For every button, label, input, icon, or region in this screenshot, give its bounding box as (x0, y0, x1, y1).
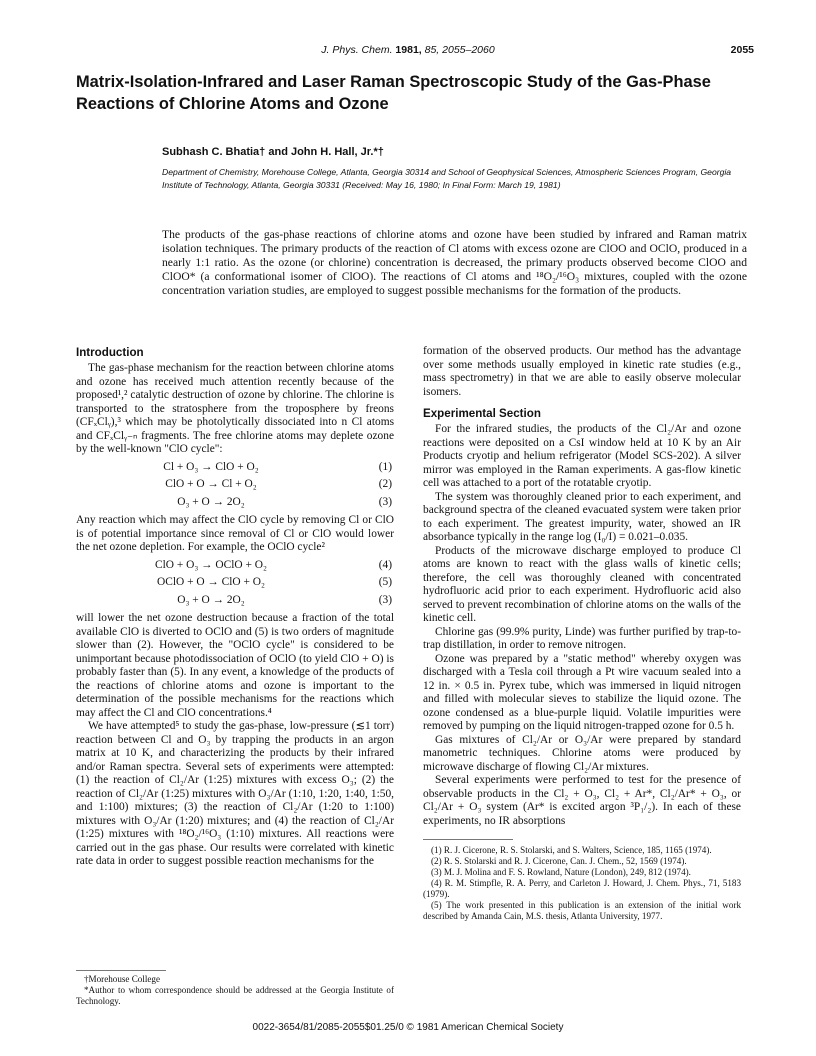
references-divider (423, 839, 513, 840)
equation-expression: OClO + O → ClO + O₂ (157, 576, 265, 588)
reference-item: (3) M. J. Molina and F. S. Rowland, Nature (London), 249, 812 (1974). (431, 867, 691, 877)
intro-paragraph-1: The gas-phase mechanism for the reaction between chlorine atoms and ozone has received much attention recently because of the proposed¹,² catalytic destruction of ozone by chlorine. The chlorine is transported to the stratosphere from the troposphere by freons (CFₓClᵧ),³ which may be photolytically dissociated into n Cl atoms and CFₓClᵧ₋ₙ fragments. The free chlorine atoms may deplete ozone by the well-known "ClO cycle": (76, 362, 394, 455)
reference-list (423, 845, 741, 922)
experimental-paragraph-7: Several experiments were performed to test for the presence of observable products in the Cl₂ + O₃, Cl₂ + Ar*, Cl₂/Ar* + O₃, or Cl₂/Ar + O₃ system (Ar* is excited argon ³P₁/₂). In each of these experiments, no IR absorptions (423, 774, 741, 827)
journal-year: 1981, (395, 44, 422, 56)
affiliation: Department of Chemistry, Morehouse College, Atlanta, Georgia 30314 and School of Geophysical Sciences, Atmospheric Sciences Program, Georgia Institute of Technology, Atlanta, Georgia 30331 (Received: May 16, 1980; In Final Form: March 19, 1981) (162, 167, 732, 190)
copyright-line: 0022-3654/81/2085-2055$01.25/0 © 1981 American Chemical Society (252, 1022, 564, 1033)
right-column (423, 345, 741, 922)
equation-expression: ClO + O₃ → OClO + O₂ (155, 558, 267, 571)
author-list: Subhash C. Bhatia† and John H. Hall, Jr.*† (162, 146, 384, 158)
equation-block-clo-cycle (76, 459, 394, 512)
equation-number: (2) (378, 478, 392, 490)
intro-paragraph-2: Any reaction which may affect the ClO cycle by removing Cl or ClO is of potential importance since removal of Cl or ClO would lower the net ozone depletion. For example, the OClO cycle² (76, 514, 394, 553)
page-number: 2055 (730, 44, 754, 56)
equation-block-oclo-cycle (76, 557, 394, 610)
equation-expression: ClO + O → Cl + O₂ (165, 478, 257, 490)
equation (76, 494, 394, 512)
intro-paragraph-3: will lower the net ozone destruction because a fraction of the total available ClO is diverted to OClO and (5) is two orders of magnitude slower than (2). However, the "OClO cycle" is considered to be unimportant because photodissociation of OClO (to yield ClO + O) is probably faster than (5). In any event, a knowledge of the products of the reactions of chlorine atoms and ozone is important to the determination of the possible mechanisms for the reactions which may affect the Cl and ClO concentrations.⁴ (76, 612, 394, 719)
author-footnotes (76, 970, 394, 1007)
abstract: The products of the gas-phase reactions of chlorine atoms and ozone have been studied by infrared and Raman matrix isolation techniques. The primary products of the reaction of Cl atoms with excess ozone are ClOO and OClO, produced in a nearly 1:1 ratio. As the ozone (or chlorine) concentration is decreased, the primary products observed become ClOO and ClOO* (a conformational isomer of ClOO). The reactions of Cl atoms and ¹⁸O₂/¹⁶O₃ mixtures, coupled with the ozone concentration variation studies, are employed to suggest possible mechanisms for the formation of the products. (162, 228, 747, 298)
section-heading-experimental: Experimental Section (423, 407, 541, 420)
article-title: Matrix-Isolation-Infrared and Laser Raman Spectroscopic Study of the Gas-Phase Reactions of Chlorine Atoms and Ozone (76, 73, 711, 113)
intro-paragraph-4: We have attempted⁵ to study the gas-phase, low-pressure (≲1 torr) reaction between Cl and O₃ by trapping the products in an argon matrix at 10 K, and characterizing the products by their infrared and/or Raman spectra. Several sets of experiments were attempted: (1) the reaction of Cl₂/Ar (1:25) mixtures with excess O₃; (2) the reaction of Cl₂/Ar (1:25) mixtures with O₃/Ar (1:10, 1:20, 1:40, 1:50, and 1:100) mixtures; (3) the reaction of Cl₂/Ar (1:20 to 1:100) mixtures with O₃/Ar (1:20) mixtures; and (4) the reaction of Cl₂/Ar (1:25) mixtures with ¹⁸O₂/¹⁶O₃ (1:10) mixtures. All reactions were carried out in the gas phase. Our results were correlated with kinetic rate data in order to suggest possible reaction mechanisms for the (76, 720, 394, 867)
equation (76, 476, 394, 494)
equation-number: (5) (378, 576, 392, 588)
intro-paragraph-continued: formation of the observed products. Our method has the advantage over some methods usually employed in kinetic rate studies (e.g., mass spectrometry) in that we are able to easily observe molecular isomers. (423, 345, 741, 398)
reference-item: (2) R. S. Stolarski and R. J. Cicerone, Can. J. Chem., 52, 1569 (1974). (431, 856, 687, 866)
experimental-paragraph-2: The system was thoroughly cleaned prior to each experiment, and background spectra of the cleaned evacuated system were taken prior to each experiment. The greatest impurity, water, showed an IR absorbance typically in the range log (I₀/I) = 0.021–0.035. (423, 490, 741, 543)
experimental-paragraph-1: For the infrared studies, the products of the Cl₂/Ar and ozone reactions were deposited on a CsI window held at 10 K by an Air Products cryotip and helium refrigerator (Model SCS-202). A silver mirror was employed in the Raman experiments. A gas-flow kinetic cell was attached to a port of the rotatable cryotip. (423, 423, 741, 489)
equation-expression: O₃ + O → 2O₂ (177, 593, 245, 606)
journal-volume-pages: 85, 2055–2060 (424, 44, 495, 56)
left-column (76, 345, 394, 869)
running-head (0, 44, 816, 60)
reference-item: (5) The work presented in this publication is an extension of the initial work described by Amanda Cain, M.S. thesis, Atlanta University, 1977. (423, 900, 741, 921)
equation-number: (4) (378, 558, 392, 571)
reference-item: (4) R. M. Stimpfle, R. A. Perry, and Carleton J. Howard, J. Chem. Phys., 71, 5183 (1979). (423, 878, 741, 899)
experimental-paragraph-6: Gas mixtures of Cl₂/Ar or O₃/Ar were prepared by standard manometric techniques. Chlorine atoms were produced by microwave discharge of flowing Cl₂/Ar mixtures. (423, 733, 741, 773)
experimental-paragraph-4: Chlorine gas (99.9% purity, Linde) was further purified by trap-to-trap distillation, in order to remove nitrogen. (423, 625, 741, 651)
equation-number: (3) (378, 593, 392, 606)
equation (76, 592, 394, 610)
journal-citation (0, 44, 816, 56)
experimental-paragraph-3: Products of the microwave discharge employed to produce Cl atoms are known to react with the glass walls of kinetic cells; therefore, the cell was thoroughly cleaned with concentrated hydrofluoric acid prior to each experiment. Hydrofluoric acid also served to prevent recombination of chlorine atoms on the walls of the kinetic cell. (423, 544, 741, 624)
equation-number: (1) (378, 460, 392, 473)
footnote: *Author to whom correspondence should be addressed at the Georgia Institute of Technology. (76, 985, 394, 1006)
equation-number: (3) (378, 495, 392, 508)
section-heading-introduction: Introduction (76, 346, 144, 359)
equation (76, 459, 394, 477)
equation (76, 557, 394, 575)
equation (76, 574, 394, 592)
footnote: †Morehouse College (84, 974, 161, 984)
equation-expression: Cl + O₃ → ClO + O₂ (163, 460, 259, 473)
experimental-paragraph-5: Ozone was prepared by a "static method" whereby oxygen was discharged with a Tesla coil through a Pt wire vacuum sealed into a 12 in. × 0.5 in. Pyrex tube, which was immersed in liquid nitrogen and filled with molecular sieves to stabilize the liquid ozone. The ozone condensed as a blue-purple liquid. Volatile impurities were removed by pumping on the liquid nitrogen-trapped ozone for 0.5 h. (423, 652, 741, 732)
reference-item: (1) R. J. Cicerone, R. S. Stolarski, and S. Walters, Science, 185, 1165 (1974). (431, 845, 712, 855)
footnote-divider (76, 970, 166, 971)
equation-expression: O₃ + O → 2O₂ (177, 495, 245, 508)
journal-name: J. Phys. Chem. (321, 44, 393, 56)
